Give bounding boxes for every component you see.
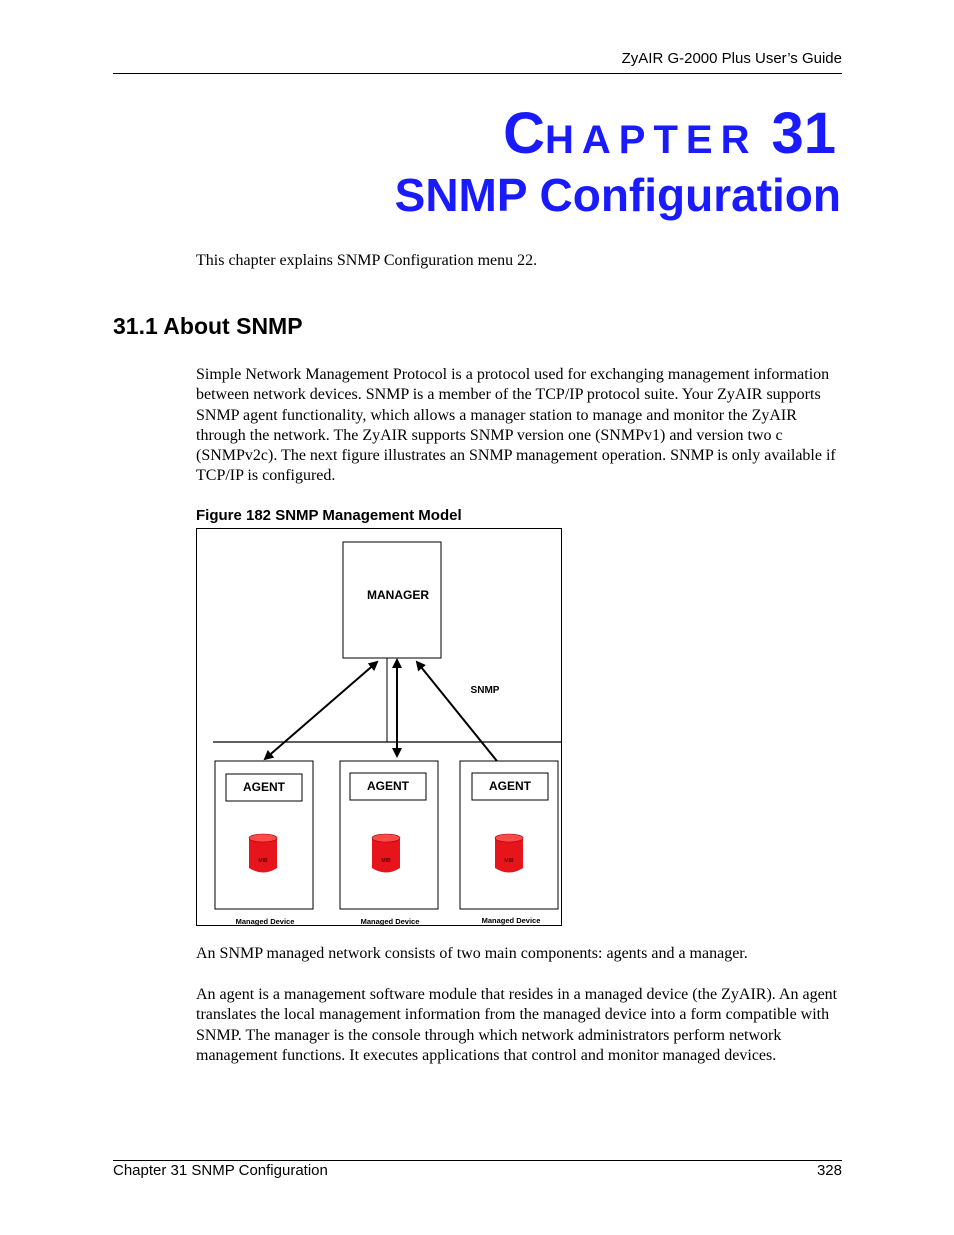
- footer-rule: [113, 1160, 842, 1161]
- managed-device-1: [215, 761, 313, 925]
- mib-label: MIB: [258, 858, 268, 864]
- chapter-label: [503, 100, 836, 167]
- device-label: Managed Device: [481, 916, 541, 925]
- mib-icon: [372, 834, 400, 873]
- body-paragraph-2: An agent is a management software module that resides in a managed device (the ZyAIR). An agent translates the local management information from the managed device into a form compatible with SNMP. The manager is the console through which network administrators perform network management functions. It executes applications that control and monitor managed devices.: [196, 986, 838, 1064]
- footer-chapter: Chapter 31 SNMP Configuration: [113, 1162, 328, 1179]
- chapter-word-initial: C: [503, 101, 546, 166]
- page-number: 328: [816, 1162, 842, 1179]
- agent-label: AGENT: [367, 779, 409, 793]
- chapter-number: 31: [771, 101, 836, 166]
- managed-device-3: [460, 761, 558, 925]
- device-label: Managed Device: [235, 917, 295, 925]
- section-heading: 31.1 About SNMP: [113, 313, 303, 339]
- arrow-agent-3: [417, 662, 505, 771]
- section-paragraph: Simple Network Management Protocol is a protocol used for exchanging management information between network devices. SNMP is a member of the TCP/IP protocol suite. Your ZyAIR supports SNMP agent functionality, which allows a manager station to manage and monitor the ZyAIR through the network. The ZyAIR supports SNMP version one (SNMPv1) and version two c (SNMPv2c). The next figure illustrates an SNMP management operation. SNMP is only available if TCP/IP is configured.: [196, 366, 836, 485]
- chapter-word-rest: HAPTER: [545, 118, 758, 162]
- running-header: ZyAIR G-2000 Plus User’s Guide: [621, 50, 842, 67]
- figure-caption: Figure 182 SNMP Management Model: [196, 507, 462, 524]
- chapter-title: SNMP Configuration: [394, 169, 841, 221]
- agent-label: AGENT: [489, 779, 531, 793]
- mib-label: MIB: [381, 858, 391, 864]
- snmp-diagram: [197, 529, 561, 925]
- mib-label: MIB: [504, 858, 514, 864]
- device-label: Managed Device: [360, 917, 420, 925]
- mib-icon: [495, 834, 523, 873]
- agent-label: AGENT: [243, 780, 285, 794]
- intro-paragraph: This chapter explains SNMP Configuration menu 22.: [196, 252, 538, 269]
- snmp-label: SNMP: [470, 685, 500, 696]
- managed-device-2: [340, 761, 438, 925]
- body-paragraph-1: An SNMP managed network consists of two main components: agents and a manager.: [196, 945, 748, 962]
- mib-icon: [249, 834, 277, 873]
- arrow-agent-1: [265, 662, 377, 759]
- manager-label: MANAGER: [367, 588, 429, 602]
- header-rule: [113, 73, 842, 74]
- snmp-figure: [196, 528, 562, 926]
